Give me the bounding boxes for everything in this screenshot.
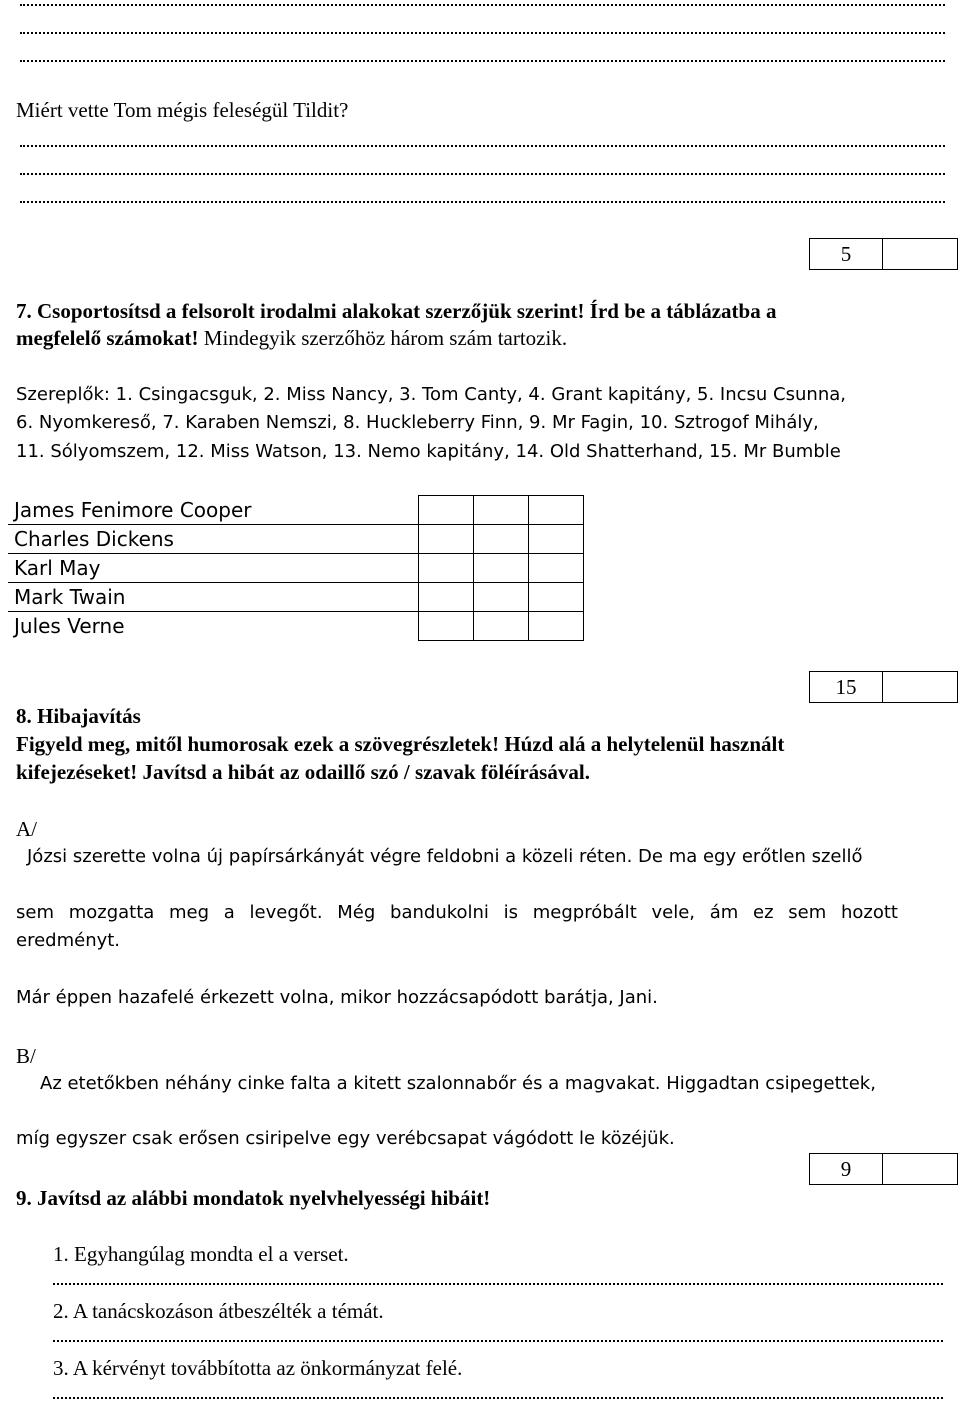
answer-line[interactable] xyxy=(20,32,945,35)
table-row xyxy=(8,583,584,612)
answer-line[interactable] xyxy=(20,173,945,176)
max-points: 9 xyxy=(840,1157,852,1181)
answer-line[interactable] xyxy=(53,1283,943,1286)
author-name: Jules Verne xyxy=(8,612,419,641)
number-cell[interactable] xyxy=(419,525,474,554)
number-cell[interactable] xyxy=(474,612,529,641)
number-cell[interactable] xyxy=(474,583,529,612)
number-cell[interactable] xyxy=(529,525,584,554)
number-cell[interactable] xyxy=(419,583,474,612)
points-field[interactable] xyxy=(882,672,957,702)
number-cell[interactable] xyxy=(529,583,584,612)
number-cell[interactable] xyxy=(474,554,529,583)
number-cell[interactable] xyxy=(529,496,584,525)
section-a-label: A/ xyxy=(16,817,37,841)
table-row xyxy=(8,525,584,554)
q9-item: 1. Egyhangúlag mondta el a verset. xyxy=(53,1242,349,1266)
section-a-line1: Józsi szerette volna új papírsárkányát végre feldobni a közeli réten. De ma egy erőtlen szellő xyxy=(27,846,863,867)
score-box-9 xyxy=(809,1153,958,1185)
q7-title-line2 xyxy=(16,326,567,351)
answer-line[interactable] xyxy=(20,60,945,63)
points-field[interactable] xyxy=(882,1154,957,1184)
characters-list-line3: 11. Sólyomszem, 12. Miss Watson, 13. Nemo kapitány, 14. Old Shatterhand, 15. Mr Bumble xyxy=(16,441,841,462)
max-points: 15 xyxy=(835,675,857,699)
number-cell[interactable] xyxy=(474,496,529,525)
section-a-line2: sem mozgatta meg a levegőt. Még bandukolni is megpróbált vele, ám ez sem hozott xyxy=(16,902,898,923)
answer-line[interactable] xyxy=(20,145,945,148)
number-cell[interactable] xyxy=(419,554,474,583)
q9-title: 9. Javítsd az alábbi mondatok nyelvhelyességi hibáit! xyxy=(16,1186,491,1210)
author-name: James Fenimore Cooper xyxy=(8,496,419,525)
q8-title: 8. Hibajavítás xyxy=(16,704,141,728)
q7-title-line1: 7. Csoportosítsd a felsorolt irodalmi alakokat szerzőjük szerint! Írd be a táblázatba a xyxy=(16,299,777,323)
number-cell[interactable] xyxy=(529,554,584,583)
table-row xyxy=(8,496,584,525)
answer-line[interactable] xyxy=(20,201,945,204)
score-box-5 xyxy=(809,238,958,270)
characters-list-line1: Szereplők: 1. Csingacsguk, 2. Miss Nancy, 3. Tom Canty, 4. Grant kapitány, 5. Incsu Csunna, xyxy=(16,384,846,405)
q7-title-line2-rest: Mindegyik szerzőhöz három szám tartozik. xyxy=(198,326,568,350)
table-row xyxy=(8,612,584,641)
q7-title-line2-bold: megfelelő számokat! xyxy=(16,326,199,350)
q9-item: 3. A kérvényt továbbította az önkormányzat felé. xyxy=(53,1356,463,1380)
section-a-line4: Már éppen hazafelé érkezett volna, mikor hozzácsapódott barátja, Jani. xyxy=(16,987,658,1008)
author-name: Charles Dickens xyxy=(8,525,419,554)
answer-line[interactable] xyxy=(53,1397,943,1400)
number-cell[interactable] xyxy=(474,525,529,554)
author-name: Karl May xyxy=(8,554,419,583)
q8-instruction-line1: Figyeld meg, mitől humorosak ezek a szövegrészletek! Húzd alá a helytelenül használt xyxy=(16,732,785,756)
score-box-15 xyxy=(809,671,958,703)
number-cell[interactable] xyxy=(419,496,474,525)
q6-question: Miért vette Tom mégis feleségül Tildit? xyxy=(16,98,349,122)
q9-item: 2. A tanácskozáson átbeszélték a témát. xyxy=(53,1299,384,1323)
section-b-line1: Az etetőkben néhány cinke falta a kitett szalonnabőr és a magvakat. Higgadtan csipegettek, xyxy=(40,1073,876,1094)
points-field[interactable] xyxy=(882,239,957,269)
max-points: 5 xyxy=(840,242,852,266)
author-table xyxy=(8,495,584,641)
answer-line[interactable] xyxy=(53,1340,943,1343)
section-b-line2: míg egyszer csak erősen csiripelve egy verébcsapat vágódott le közéjük. xyxy=(16,1128,675,1149)
author-name: Mark Twain xyxy=(8,583,419,612)
section-a-line3: eredményt. xyxy=(16,930,121,951)
table-row xyxy=(8,554,584,583)
number-cell[interactable] xyxy=(419,612,474,641)
number-cell[interactable] xyxy=(529,612,584,641)
section-b-label: B/ xyxy=(16,1044,36,1068)
characters-list-line2: 6. Nyomkereső, 7. Karaben Nemszi, 8. Huckleberry Finn, 9. Mr Fagin, 10. Sztrogof Mihály, xyxy=(16,412,819,433)
q8-instruction-line2: kifejezéseket! Javítsd a hibát az odaillő szó / szavak föléírásával. xyxy=(16,760,590,784)
answer-line[interactable] xyxy=(20,4,945,7)
